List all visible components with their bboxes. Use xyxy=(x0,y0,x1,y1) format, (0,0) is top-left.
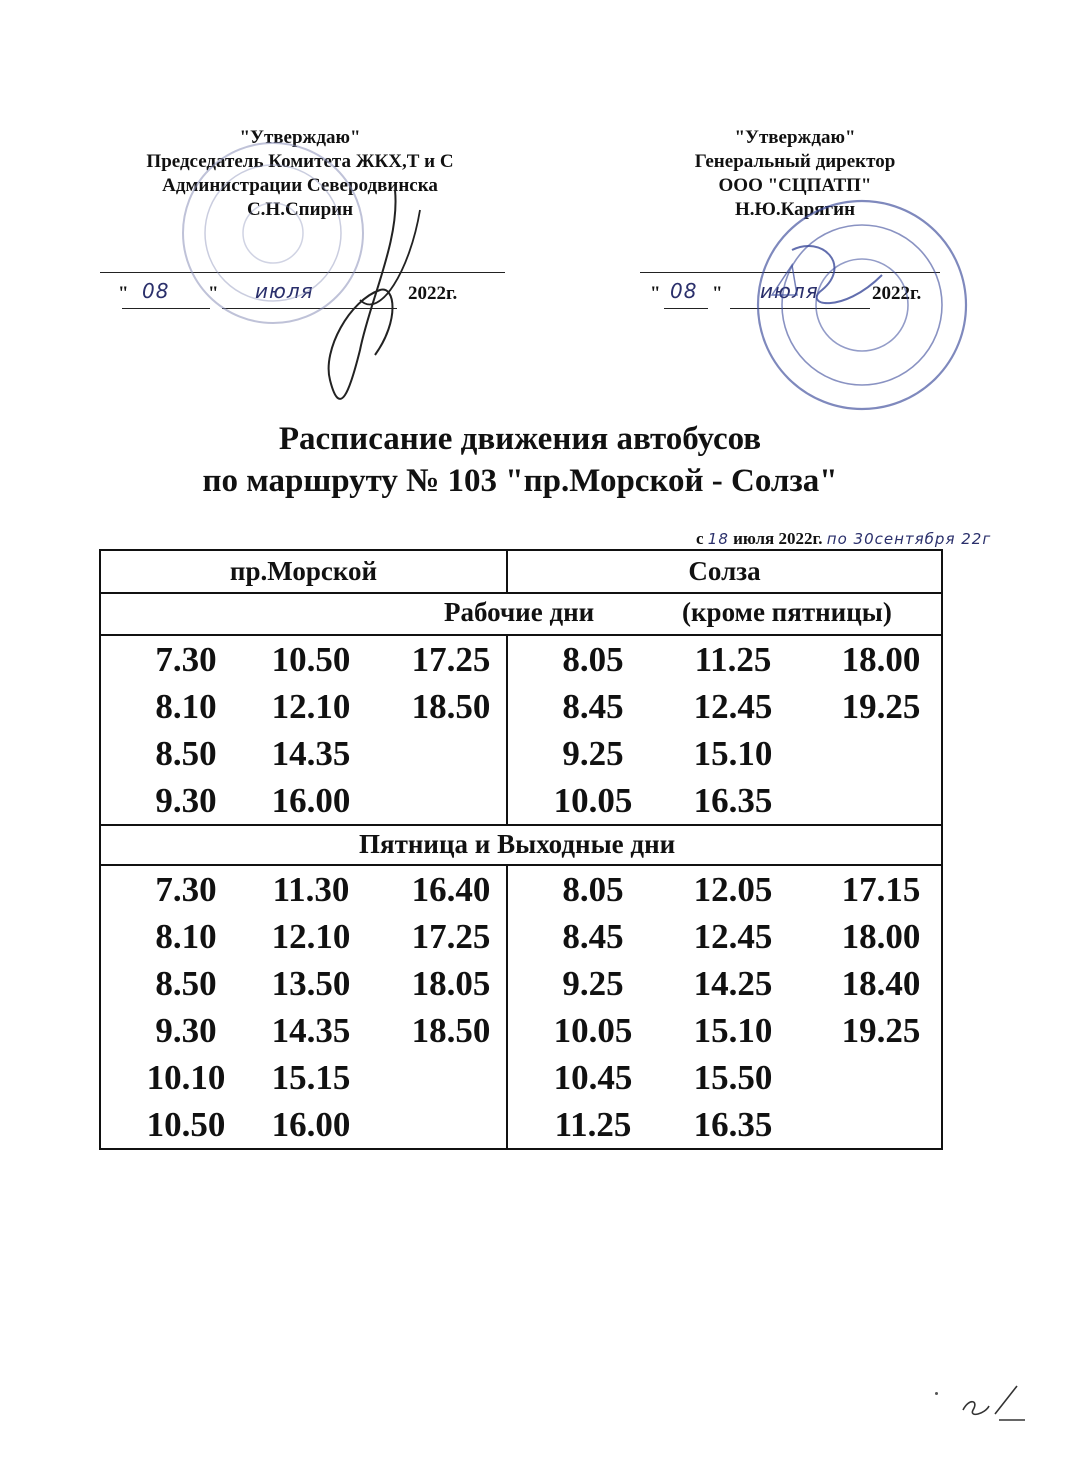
departure-solza-time: 8.45 xyxy=(562,917,624,956)
departure-solza-time: 10.05 xyxy=(553,1011,633,1050)
departure-solza-time: 9.25 xyxy=(562,964,624,1003)
schedule-table xyxy=(99,549,943,1150)
approval-title: "Утверждаю" xyxy=(239,127,361,148)
approval-organization: Администрации Северодвинска xyxy=(162,175,438,196)
section-title: Рабочие дни xyxy=(444,597,595,627)
section-header-row xyxy=(100,825,942,865)
approval-name: Н.Ю.Карягин xyxy=(734,199,856,220)
schedule-row xyxy=(100,913,942,960)
departure-morskoy-time: 8.50 xyxy=(155,964,217,1003)
departure-morskoy-time: 12.10 xyxy=(271,687,351,726)
validity-printed: июля 2022г. xyxy=(733,529,823,548)
departure-solza-time: 15.50 xyxy=(693,1058,773,1097)
departure-solza-time: 16.35 xyxy=(693,781,773,820)
departure-morskoy-time: 10.50 xyxy=(146,1105,226,1144)
validity-prefix: с xyxy=(696,529,704,548)
departure-solza-time: 11.25 xyxy=(554,1105,632,1144)
date-day-handwritten: 08 xyxy=(670,279,698,303)
departure-solza-time: 12.45 xyxy=(693,687,773,726)
approval-block-right xyxy=(640,126,950,222)
date-year: 2022г. xyxy=(872,283,922,304)
departure-solza-time: 19.25 xyxy=(841,687,921,726)
departure-morskoy-time: 9.30 xyxy=(155,1011,217,1050)
schedule-row xyxy=(100,1101,942,1149)
schedule-row xyxy=(100,1054,942,1101)
approval-block-left xyxy=(110,126,490,222)
title-line-1: Расписание движения автобусов xyxy=(278,421,762,457)
departure-solza-time: 12.05 xyxy=(693,870,773,909)
stop-right-header: Солза xyxy=(507,550,942,593)
departure-solza-time: 18.00 xyxy=(841,917,921,956)
departure-solza-time: 19.25 xyxy=(841,1011,921,1050)
date-year: 2022г. xyxy=(408,283,458,304)
departure-morskoy-time: 17.25 xyxy=(411,917,491,956)
approval-date-right: " 08 " июля 2022г. xyxy=(650,279,922,304)
schedule-row xyxy=(100,865,942,913)
departure-solza-time: 9.25 xyxy=(562,734,624,773)
signature-line-left xyxy=(100,272,505,273)
departure-solza-time: 8.05 xyxy=(562,640,624,679)
departure-morskoy-time: 15.15 xyxy=(271,1058,351,1097)
departure-morskoy-time: 14.35 xyxy=(271,1011,351,1050)
section-header-row xyxy=(100,593,942,635)
departure-solza-time: 15.10 xyxy=(693,1011,773,1050)
validity-period xyxy=(696,529,991,549)
departure-morskoy-time: 16.40 xyxy=(411,870,491,909)
date-month-handwritten: июля xyxy=(255,279,314,303)
date-day-handwritten: 08 xyxy=(142,279,170,303)
departure-morskoy-time: 11.30 xyxy=(272,870,350,909)
section-title: Пятница и Выходные дни xyxy=(359,829,676,859)
departure-solza-time: 8.05 xyxy=(562,870,624,909)
initials-signature xyxy=(955,1380,1035,1430)
departure-solza-time: 10.45 xyxy=(553,1058,633,1097)
departure-morskoy-time: 18.50 xyxy=(411,687,491,726)
departure-morskoy-time: 8.10 xyxy=(155,917,217,956)
title-line-2: по маршруту № 103 "пр.Морской - Солза" xyxy=(202,463,838,499)
validity-handwritten: по 30сентября 22г xyxy=(826,530,992,548)
schedule-row xyxy=(100,1007,942,1054)
departure-morskoy-time: 10.10 xyxy=(146,1058,226,1097)
departure-morskoy-time: 7.30 xyxy=(155,870,217,909)
departure-morskoy-time: 16.00 xyxy=(271,781,351,820)
approval-name: С.Н.Спирин xyxy=(246,199,354,220)
departure-morskoy-time: 16.00 xyxy=(271,1105,351,1144)
date-month-handwritten: июля xyxy=(760,279,819,303)
schedule-row xyxy=(100,777,942,825)
schedule-row xyxy=(100,635,942,683)
departure-solza-time: 14.25 xyxy=(693,964,773,1003)
departure-morskoy-time: 8.50 xyxy=(155,734,217,773)
departure-morskoy-time: 13.50 xyxy=(271,964,351,1003)
approval-title: "Утверждаю" xyxy=(734,127,856,148)
departure-morskoy-time: 12.10 xyxy=(271,917,351,956)
stop-left-header: пр.Морской xyxy=(100,550,507,593)
departure-morskoy-time: 8.10 xyxy=(155,687,217,726)
approval-position: Председатель Комитета ЖКХ,Т и С xyxy=(146,151,454,172)
schedule-row xyxy=(100,683,942,730)
signature-line-right xyxy=(640,272,940,273)
departure-morskoy-time: 17.25 xyxy=(411,640,491,679)
validity-day-handwritten: 18 xyxy=(707,530,729,548)
schedule-row xyxy=(100,730,942,777)
approval-position: Генеральный директор xyxy=(694,151,896,172)
departure-solza-time: 11.25 xyxy=(694,640,772,679)
departure-solza-time: 18.40 xyxy=(841,964,921,1003)
departure-morskoy-time: 9.30 xyxy=(155,781,217,820)
departure-solza-time: 16.35 xyxy=(693,1105,773,1144)
departure-morskoy-time: 18.05 xyxy=(411,964,491,1003)
approval-date-left: " 08 " июля 2022г. xyxy=(118,279,458,304)
departure-morskoy-time: 7.30 xyxy=(155,640,217,679)
departure-solza-time: 17.15 xyxy=(841,870,921,909)
departure-solza-time: 12.45 xyxy=(693,917,773,956)
departure-morskoy-time: 10.50 xyxy=(271,640,351,679)
stops-header-row xyxy=(100,550,942,593)
page-title xyxy=(0,418,1040,502)
approval-organization: ООО "СЦПАТП" xyxy=(718,175,872,196)
section-subtitle: (кроме пятницы) xyxy=(682,597,892,627)
departure-solza-time: 18.00 xyxy=(841,640,921,679)
departure-morskoy-time: 18.50 xyxy=(411,1011,491,1050)
departure-solza-time: 10.05 xyxy=(553,781,633,820)
departure-morskoy-time: 14.35 xyxy=(271,734,351,773)
departure-solza-time: 15.10 xyxy=(693,734,773,773)
schedule-row xyxy=(100,960,942,1007)
departure-solza-time: 8.45 xyxy=(562,687,624,726)
